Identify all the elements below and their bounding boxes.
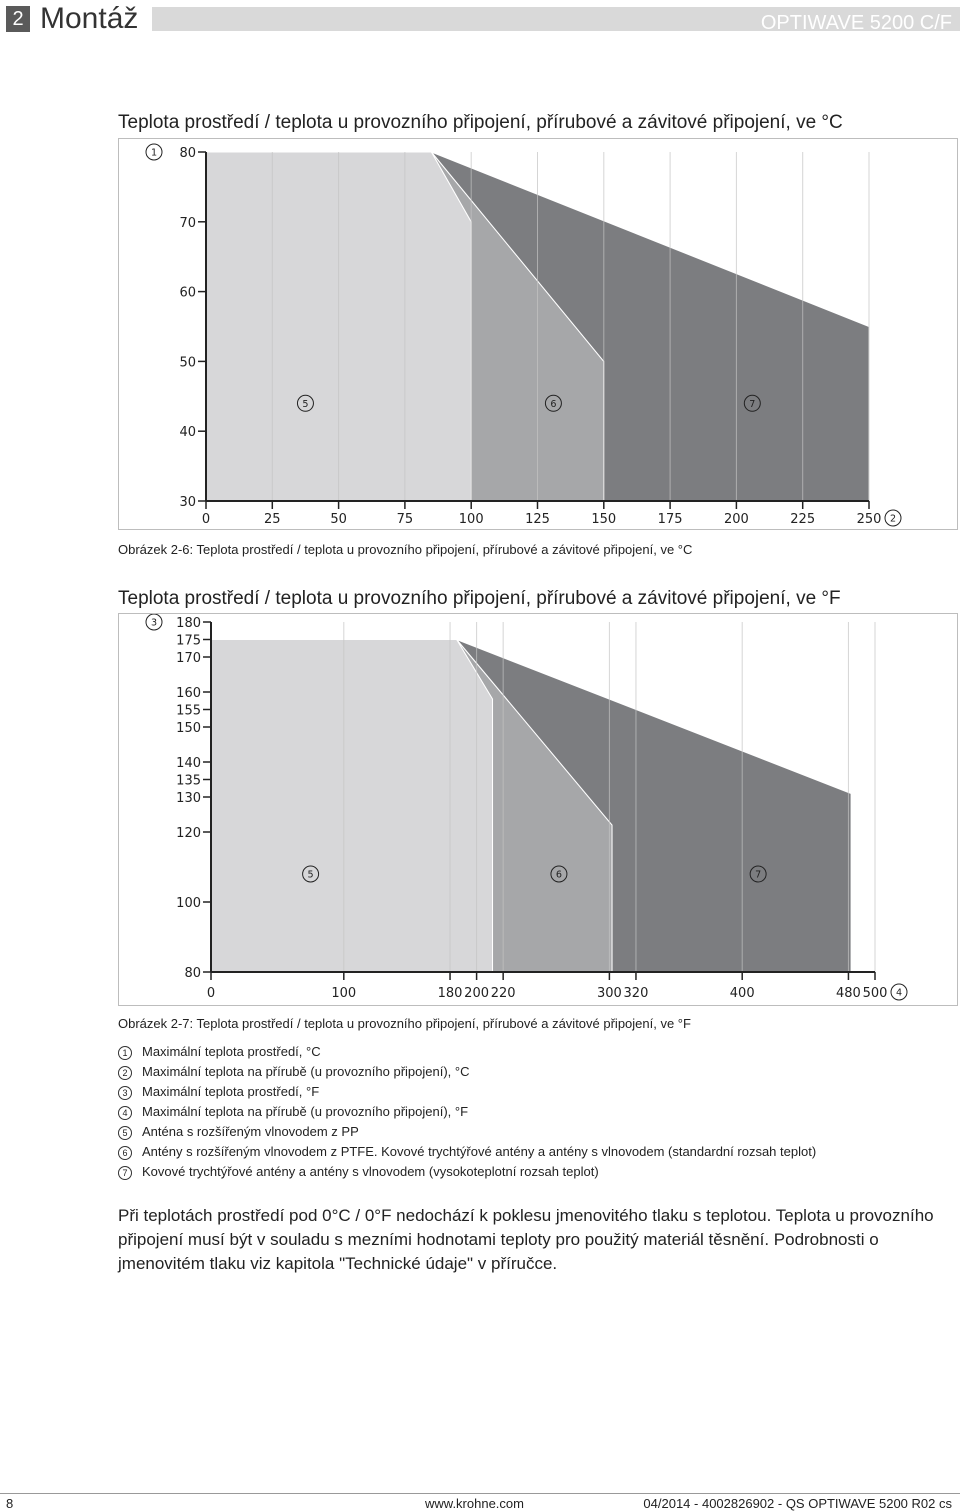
legend-item (118, 1042, 816, 1062)
section-number: 2 (6, 6, 30, 32)
x-tick-label: 100 (458, 512, 484, 527)
x-tick-label: 220 (490, 986, 516, 1001)
legend-text: Kovové trychtýřové antény a antény s vlnovodem (vysokoteplotní rozsah teplot) (142, 1164, 599, 1179)
y-tick-label: 175 (176, 633, 201, 649)
x-tick-label: 200 (464, 986, 490, 1001)
legend-item (118, 1102, 816, 1122)
x-axis-marker (885, 510, 901, 526)
zone-label-5-text: 5 (307, 869, 314, 881)
legend-number: 4 (118, 1106, 132, 1120)
zone-label-5-text: 5 (302, 398, 309, 410)
y-tick-label: 120 (176, 826, 201, 841)
legend-item (118, 1162, 816, 1182)
legend-number: 5 (118, 1126, 132, 1140)
x-tick-label: 0 (206, 986, 216, 1001)
zone-label-7-text: 7 (755, 869, 762, 881)
x-tick-label: 75 (396, 512, 414, 527)
chart-c-frame (118, 138, 958, 530)
legend-text: Maximální teplota na přírubě (u provozního připojení), °F (142, 1104, 469, 1119)
x-tick-label: 300 (596, 986, 622, 1001)
chart-f-title: Teplota prostředí / teplota u provozního připojení, přírubové a závitové připojení, ve °F (118, 588, 841, 609)
y-tick-label: 135 (176, 773, 201, 789)
legend-text: Maximální teplota na přírubě (u provozního připojení), °C (142, 1064, 470, 1079)
note-paragraph: Při teplotách prostředí pod 0°C / 0°F nedochází k poklesu jmenovitého tlaku s teplotou. Teplota u provozního připojení musí být v souladu s mezními hodnotami teploty pro použitý materiál těsnění. Podrobnosti o jmenovitém tlaku viz kapitola "Technické údaje" v příručce. (118, 1206, 934, 1273)
chart-f-frame (118, 613, 958, 1006)
x-tick-label: 25 (264, 512, 281, 527)
x-tick-label: 175 (657, 512, 683, 527)
legend (118, 1042, 816, 1182)
footer-website: www.krohne.com (425, 1496, 524, 1511)
x-tick-label: 250 (856, 512, 882, 527)
zone-label-6-text: 6 (550, 398, 557, 410)
product-name: OPTIWAVE 5200 C/F (760, 12, 952, 34)
y-tick-label: 30 (179, 495, 196, 510)
x-axis-marker-text: 4 (895, 987, 903, 999)
page-number: 8 (6, 1496, 14, 1511)
x-tick-label: 480 (836, 986, 861, 1001)
legend-number: 2 (118, 1066, 132, 1080)
y-tick-label: 70 (179, 215, 196, 231)
x-tick-label: 125 (525, 512, 550, 527)
y-axis-marker (146, 614, 162, 630)
zone-label-7-text: 7 (749, 398, 756, 410)
y-tick-label: 155 (176, 703, 201, 719)
x-tick-label: 180 (437, 986, 463, 1001)
y-axis-marker-text: 3 (150, 617, 158, 629)
x-tick-label: 500 (862, 986, 888, 1001)
zone-label-6-text: 6 (555, 869, 562, 881)
chart-c-title: Teplota prostředí / teplota u provozního připojení, přírubové a závitové připojení, ve °C (118, 112, 843, 133)
x-tick-label: 400 (729, 986, 755, 1001)
chart-f (119, 614, 957, 1005)
legend-item (118, 1142, 816, 1162)
legend-text: Anténa s rozšířeným vlnovodem z PP (142, 1124, 359, 1139)
x-tick-label: 150 (591, 512, 617, 527)
legend-number: 6 (118, 1146, 132, 1160)
legend-number: 1 (118, 1046, 132, 1060)
legend-item (118, 1062, 816, 1082)
legend-text: Antény s rozšířeným vlnovodem z PTFE. Kovové trychtýřové antény a antény s vlnovodem (standardní rozsah teplot) (142, 1144, 817, 1159)
y-tick-label: 50 (179, 355, 196, 371)
y-tick-label: 150 (176, 721, 201, 736)
y-tick-label: 180 (176, 616, 201, 631)
legend-text: Maximální teplota prostředí, °F (142, 1084, 320, 1099)
header-bar (152, 7, 960, 34)
x-axis-marker-text: 2 (889, 513, 897, 525)
y-axis-marker-text: 1 (150, 147, 158, 159)
footer-doc-id: 04/2014 - 4002826902 - QS OPTIWAVE 5200 R02 cs (643, 1496, 952, 1511)
chart-f-caption: Obrázek 2-7: Teplota prostředí / teplota u provozního připojení, přírubové a závitové připojení, ve °F (118, 1016, 691, 1031)
y-tick-label: 130 (176, 791, 201, 806)
y-tick-label: 60 (179, 285, 196, 301)
chart-c (119, 139, 957, 529)
y-tick-label: 40 (179, 425, 196, 441)
y-tick-label: 160 (176, 686, 201, 701)
footer-divider (0, 1493, 960, 1494)
x-tick-label: 320 (623, 986, 649, 1001)
x-tick-label: 0 (201, 512, 211, 527)
legend-number: 3 (118, 1086, 132, 1100)
y-tick-label: 100 (176, 896, 201, 911)
x-axis-marker (891, 984, 907, 1000)
y-tick-label: 80 (184, 966, 201, 981)
legend-item (118, 1122, 816, 1142)
section-title: Montáž (40, 2, 139, 35)
legend-number: 7 (118, 1166, 132, 1180)
x-tick-label: 50 (330, 512, 347, 527)
x-tick-label: 100 (331, 986, 357, 1001)
x-tick-label: 225 (790, 512, 816, 527)
y-tick-label: 170 (176, 651, 201, 666)
y-tick-label: 140 (176, 756, 201, 771)
legend-text: Maximální teplota prostředí, °C (142, 1044, 321, 1059)
y-axis-marker (146, 144, 162, 160)
x-tick-label: 200 (723, 512, 749, 527)
chart-c-caption: Obrázek 2-6: Teplota prostředí / teplota u provozního připojení, přírubové a závitové připojení, ve °C (118, 542, 693, 557)
legend-item (118, 1082, 816, 1102)
y-tick-label: 80 (179, 146, 196, 161)
